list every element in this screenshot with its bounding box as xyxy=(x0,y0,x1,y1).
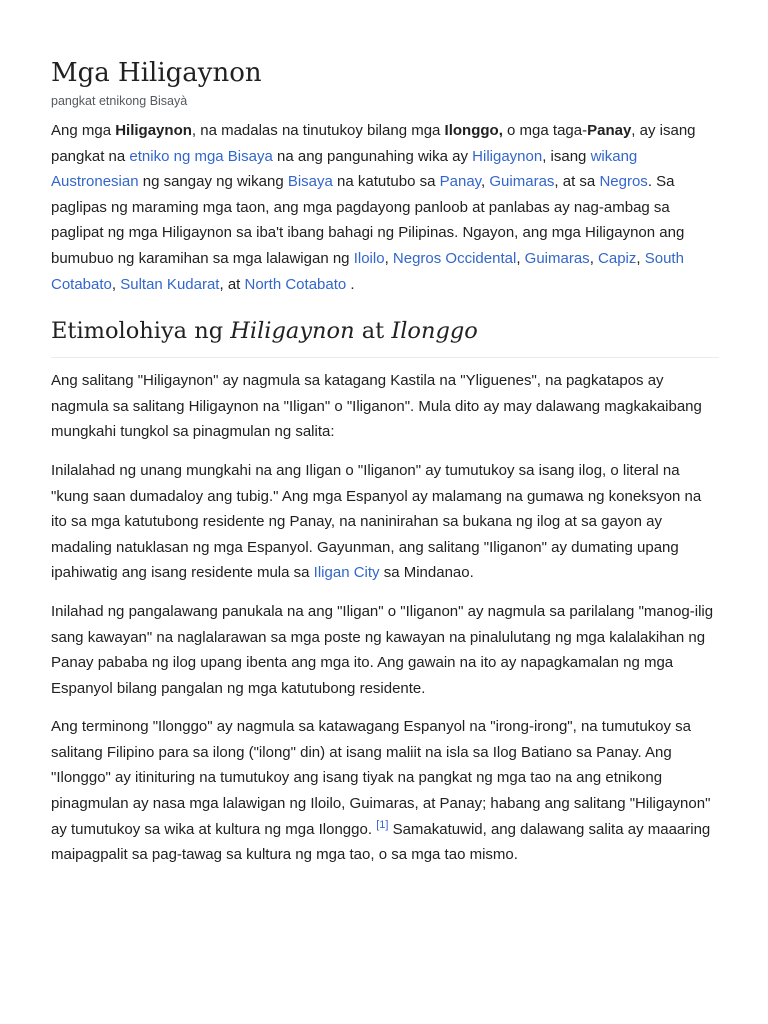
intro-text: ng sangay ng wikang xyxy=(138,173,288,191)
heading-italic-hiligaynon: Hiligaynon xyxy=(230,318,355,345)
reference-link-1[interactable]: [1] xyxy=(376,818,389,831)
heading-part: at xyxy=(354,318,392,345)
etymology-paragraph-2 xyxy=(51,458,719,586)
link-etniko-ng-mga-bisaya[interactable]: etniko ng mga Bisaya xyxy=(129,147,273,165)
intro-paragraph xyxy=(51,118,719,297)
paragraph-text: sa Mindanao. xyxy=(379,564,474,582)
intro-text: , xyxy=(111,275,121,293)
link-iligan-city[interactable]: Iligan City xyxy=(313,564,380,582)
link-guimaras[interactable]: Guimaras xyxy=(489,173,555,191)
page-subtitle: pangkat etnikong Bisayà xyxy=(51,94,188,108)
intro-text: , ay isang pangkat na xyxy=(51,122,696,165)
link-capiz[interactable]: Capiz xyxy=(598,249,637,267)
intro-text: na katutubo sa xyxy=(332,173,440,191)
link-wikang-austronesian[interactable]: wikang Austronesian xyxy=(51,147,638,191)
intro-text: , xyxy=(636,249,645,267)
page-title: Mga Hiligaynon xyxy=(51,58,262,88)
intro-text: . Sa paglipas ng maraming mga taon, ang mga pagdayong panloob at panlabas ay nag-ambag sa paglipat ng mga Hiligaynon sa iba't ibang bahagi ng Pilipinas. Ngayon, ang mga Hiligaynon ang bumubuo ng karamihan sa mga lalawigan ng xyxy=(51,173,685,267)
section-heading-etimolohiya xyxy=(51,315,719,358)
intro-text: na ang pangunahing wika ay xyxy=(272,147,473,165)
link-negros[interactable]: Negros xyxy=(599,173,648,191)
link-bisaya[interactable]: Bisaya xyxy=(287,173,333,191)
heading-italic-ilonggo: Ilonggo xyxy=(391,318,478,345)
paragraph-text: Ang terminong "Ilonggo" ay nagmula sa katawagang Espanyol na "irong-irong", na tumutukoy sa salitang Filipino para sa ilong ("ilong" din) at isang maliit na isla sa Ilog Batiano sa Panay. Ang "Ilonggo" ay itinituring na tumutukoy ang isang tiyak na pangkat ng mga tao na ang etnikong pinagmulan ay nasa mga lalawigan ng Iloilo, Guimaras, at Panay; habang ang salitang "Hiligaynon" ay tumutukoy sa wika at kultura ng mga Ilonggo. xyxy=(51,718,711,838)
link-sultan-kudarat[interactable]: Sultan Kudarat xyxy=(120,275,220,293)
link-iloilo[interactable]: Iloilo xyxy=(353,249,385,267)
paragraph-text: Inilalahad ng unang mungkahi na ang Iligan o "Iliganon" ay tumutukoy sa isang ilog, o literal na "kung saan dumadaloy ang tubig." Ang mga Espanyol ay malamang na gumawa ng koneksyon na ito sa mga katutubong residente ng Panay, na naninirahan sa bukana ng ilog at sa gayon ay madaling natuklasan ng mga Espanyol. Gayunman, ang salitang "Iliganon" ay dumating upang ipahiwatig ang isang residente mula sa xyxy=(51,461,702,582)
intro-text: , isang xyxy=(542,147,591,165)
intro-bold-panay: Panay xyxy=(587,122,632,139)
intro-text: o mga taga- xyxy=(502,122,588,139)
intro-text: , xyxy=(516,249,525,267)
intro-text: Ang mga xyxy=(51,122,116,139)
intro-text: , na madalas na tinutukoy bilang mga xyxy=(191,122,445,139)
link-guimaras-province[interactable]: Guimaras xyxy=(524,249,590,267)
intro-bold-ilonggo: Ilonggo, xyxy=(444,122,503,139)
link-negros-occidental[interactable]: Negros Occidental xyxy=(392,249,517,267)
intro-text: , at sa xyxy=(554,173,600,191)
etymology-paragraph-1: Ang salitang "Hiligaynon" ay nagmula sa katagang Kastila na "Yliguenes", na pagkatapos ay nagmula sa salitang Hiligaynon na "Iligan" o "Iliganon". Mula dito ay may dalawang magkakaibang mungkahi tungkol sa pinagmulan ng salita: xyxy=(51,372,702,441)
intro-bold-hiligaynon: Hiligaynon xyxy=(115,122,192,139)
article xyxy=(51,54,719,868)
intro-text: , xyxy=(481,173,490,191)
etymology-paragraph-3: Inilahad ng pangalawang panukala na ang "Iligan" o "Iliganon" ay nagmula sa parilalang "manog-ilig sang kawayan" na naglalarawan sa mga poste ng kawayan na pinalulutang ng mga kalalakihan ng Panay pababa ng ilog upang ibenta ang mga ito. Ang gawain na ito ay napagkamalan ng mga Espanyol bilang pangalan ng mga katutubong residente. xyxy=(51,602,714,697)
link-panay[interactable]: Panay xyxy=(439,173,482,191)
heading-part: Etimolohiya ng xyxy=(51,318,231,345)
intro-text: , at xyxy=(219,275,245,293)
intro-text: . xyxy=(346,275,355,293)
link-north-cotabato[interactable]: North Cotabato xyxy=(244,275,347,293)
link-south-cotabato[interactable]: South Cotabato xyxy=(51,249,684,293)
intro-text: , xyxy=(589,249,599,267)
link-hiligaynon[interactable]: Hiligaynon xyxy=(472,147,543,165)
paragraph-text: Samakatuwid, ang dalawang salita ay maaaring maipagpalit sa pag-tawag sa kultura ng mga tao, o sa mga tao mismo. xyxy=(51,820,711,864)
intro-text: , xyxy=(384,249,393,267)
etymology-paragraph-4 xyxy=(51,714,719,868)
